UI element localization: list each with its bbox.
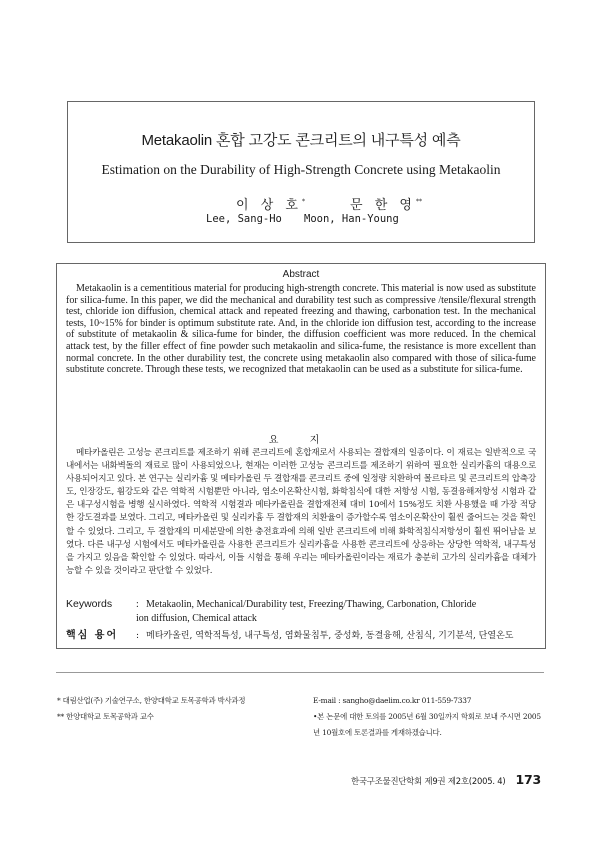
- author-2-mark: **: [415, 198, 422, 206]
- footnote-mark-1: *: [57, 696, 61, 705]
- page-number: 173: [515, 772, 541, 787]
- keywords-colon: :: [136, 599, 139, 610]
- page-footer: [351, 772, 541, 787]
- author-1-korean: 이 상 호*: [236, 198, 305, 213]
- footnotes-left: [57, 693, 307, 725]
- keywords-korean: [66, 630, 536, 642]
- bullet-icon: •: [313, 712, 318, 721]
- abstract-box: [56, 263, 546, 649]
- keywords-line-2: ion diffusion, Chemical attack: [136, 613, 257, 624]
- footnote-affiliation-1: * 대림산업(주) 기술연구소, 한양대학교 토목공학과 박사과정: [57, 696, 246, 705]
- keywords-line-1: Metakaolin, Mechanical/Durability test, Freezing/Thawing, Carbonation, Chloride: [146, 599, 477, 610]
- summary-heading-korean: 요 지: [268, 435, 334, 446]
- abstract-text: Metakaolin is a cementitious material for producing high-strength concrete. This material is now used as substitute for silica-fume. In this paper, we did the mechanical and durability test such as compressive /tensile/flexural strength test, chloride ion diffusion, chemical attack and repeated freezing and thawing, carbonation test. In the mechanical tests, 10~15% for binder is optimum substitute rate. And, in the chloride ion diffusion test, according to the increase of substitute of metakaolin & silica-fume for binder, the diffusion coefficient was more reduced. In the chemical attack test, by the filler effect of fine powder such metakaolin and silica-fume, the resistance is more excellent than normal concrete. In the other durability test, the concrete using metakaolin also compared with those of silica-fume substitute concrete. Through these tests, we recognized that metakaolin can be used as a substitute for silica-fume.: [66, 283, 536, 376]
- footnote-mark-2: **: [57, 712, 64, 721]
- footnotes-right: [313, 693, 545, 741]
- author-1-english: Lee, Sang-Ho: [206, 213, 282, 225]
- footnote-email: E-mail : sangho@daelim.co.kr 011-559-7337: [313, 696, 472, 705]
- keywords-list-korean: 메타카올린, 역학적특성, 내구특성, 염화물침투, 중성화, 동결융해, 산침식, 기기분석, 단열온도: [146, 631, 514, 641]
- keywords-korean-colon: :: [136, 631, 140, 641]
- title-block: [67, 101, 535, 243]
- author-2-korean: 문 한 영**: [350, 198, 422, 213]
- keywords-label-korean: 핵심 용어: [66, 630, 119, 641]
- author-2-english: Moon, Han-Young: [304, 213, 399, 225]
- author-1-mark: *: [301, 198, 305, 206]
- keywords-english: [66, 597, 536, 626]
- summary-text-korean: 메타카올린은 고성능 콘크리트를 제조하기 위해 콘크리트에 혼합재로서 사용되는 결합재의 일종이다. 이 재료는 일반적으로 국내에서는 내화벽돌의 재료로 많이 사용되었으나, 현재는 이러한 고성능 콘크리트를 제조하기 위하여 필요한 실리카흄의 대용으로 사용되어지고 있다. 본 연구는 실리카흄 및 메타카올린 두 결합재를 콘크리트 중에 일정량 치환하여 몰르타르 및 콘크리트의 압축강도, 인장강도, 휨강도와 같은 역학적 시험뿐만 아니라, 염소이온확산시험, 화학침식에 대한 저항성 시험, 동결융해저항성 시험과 같은 내구성시험을 병행 실시하였다. 역학적 시험결과 메타카올린을 결합재전체 대비 10에서 15%정도 치환 사용했을 때 가장 적당한 강도결과를 보였다. 그리고, 메타카올린 및 실리카흄 두 결합재의 치환율이 증가할수록 염소이온확산이 훨씬 줄어드는 것을 확인할 수 있었다. 그리고, 두 결합재의 미세분말에 의한 충전효과에 의해 일반 콘크리트에 비해 화학적침식저항성이 훨씬 뛰어남을 보였다. 다른 내구성 시험에서도 메타카올린을 사용한 콘크리트가 실리카흄을 사용한 콘크리트에 상응하는 상당한 역학적, 내구특성을 가지고 있음을 확인할 수 있었다. 따라서, 이들 시험을 통해 우리는 메타카올린이라는 재료가 충분히 고가의 실리카흄을 대체가능할 수 있을 것이라고 판단할 수 있었다.: [66, 448, 536, 576]
- footnote-affiliation-2: ** 한양대학교 토목공학과 교수: [57, 712, 154, 721]
- keywords-label: Keywords: [66, 598, 113, 610]
- paper-title-korean: Metakaolin 혼합 고강도 콘크리트의 내구특성 예측: [141, 132, 461, 149]
- journal-citation: 한국구조물진단학회 제9권 제2호(2005. 4): [351, 776, 506, 786]
- footnote-divider: [56, 672, 544, 673]
- paper-title-english: Estimation on the Durability of High-Strength Concrete using Metakaolin: [101, 162, 501, 177]
- abstract-heading: Abstract: [282, 269, 320, 280]
- footnote-discussion-notice: •본 논문에 대한 토의를 2005년 6월 30일까지 학회로 보내 주시면 2005년 10월호에 토론결과를 게재하겠습니다.: [313, 712, 541, 737]
